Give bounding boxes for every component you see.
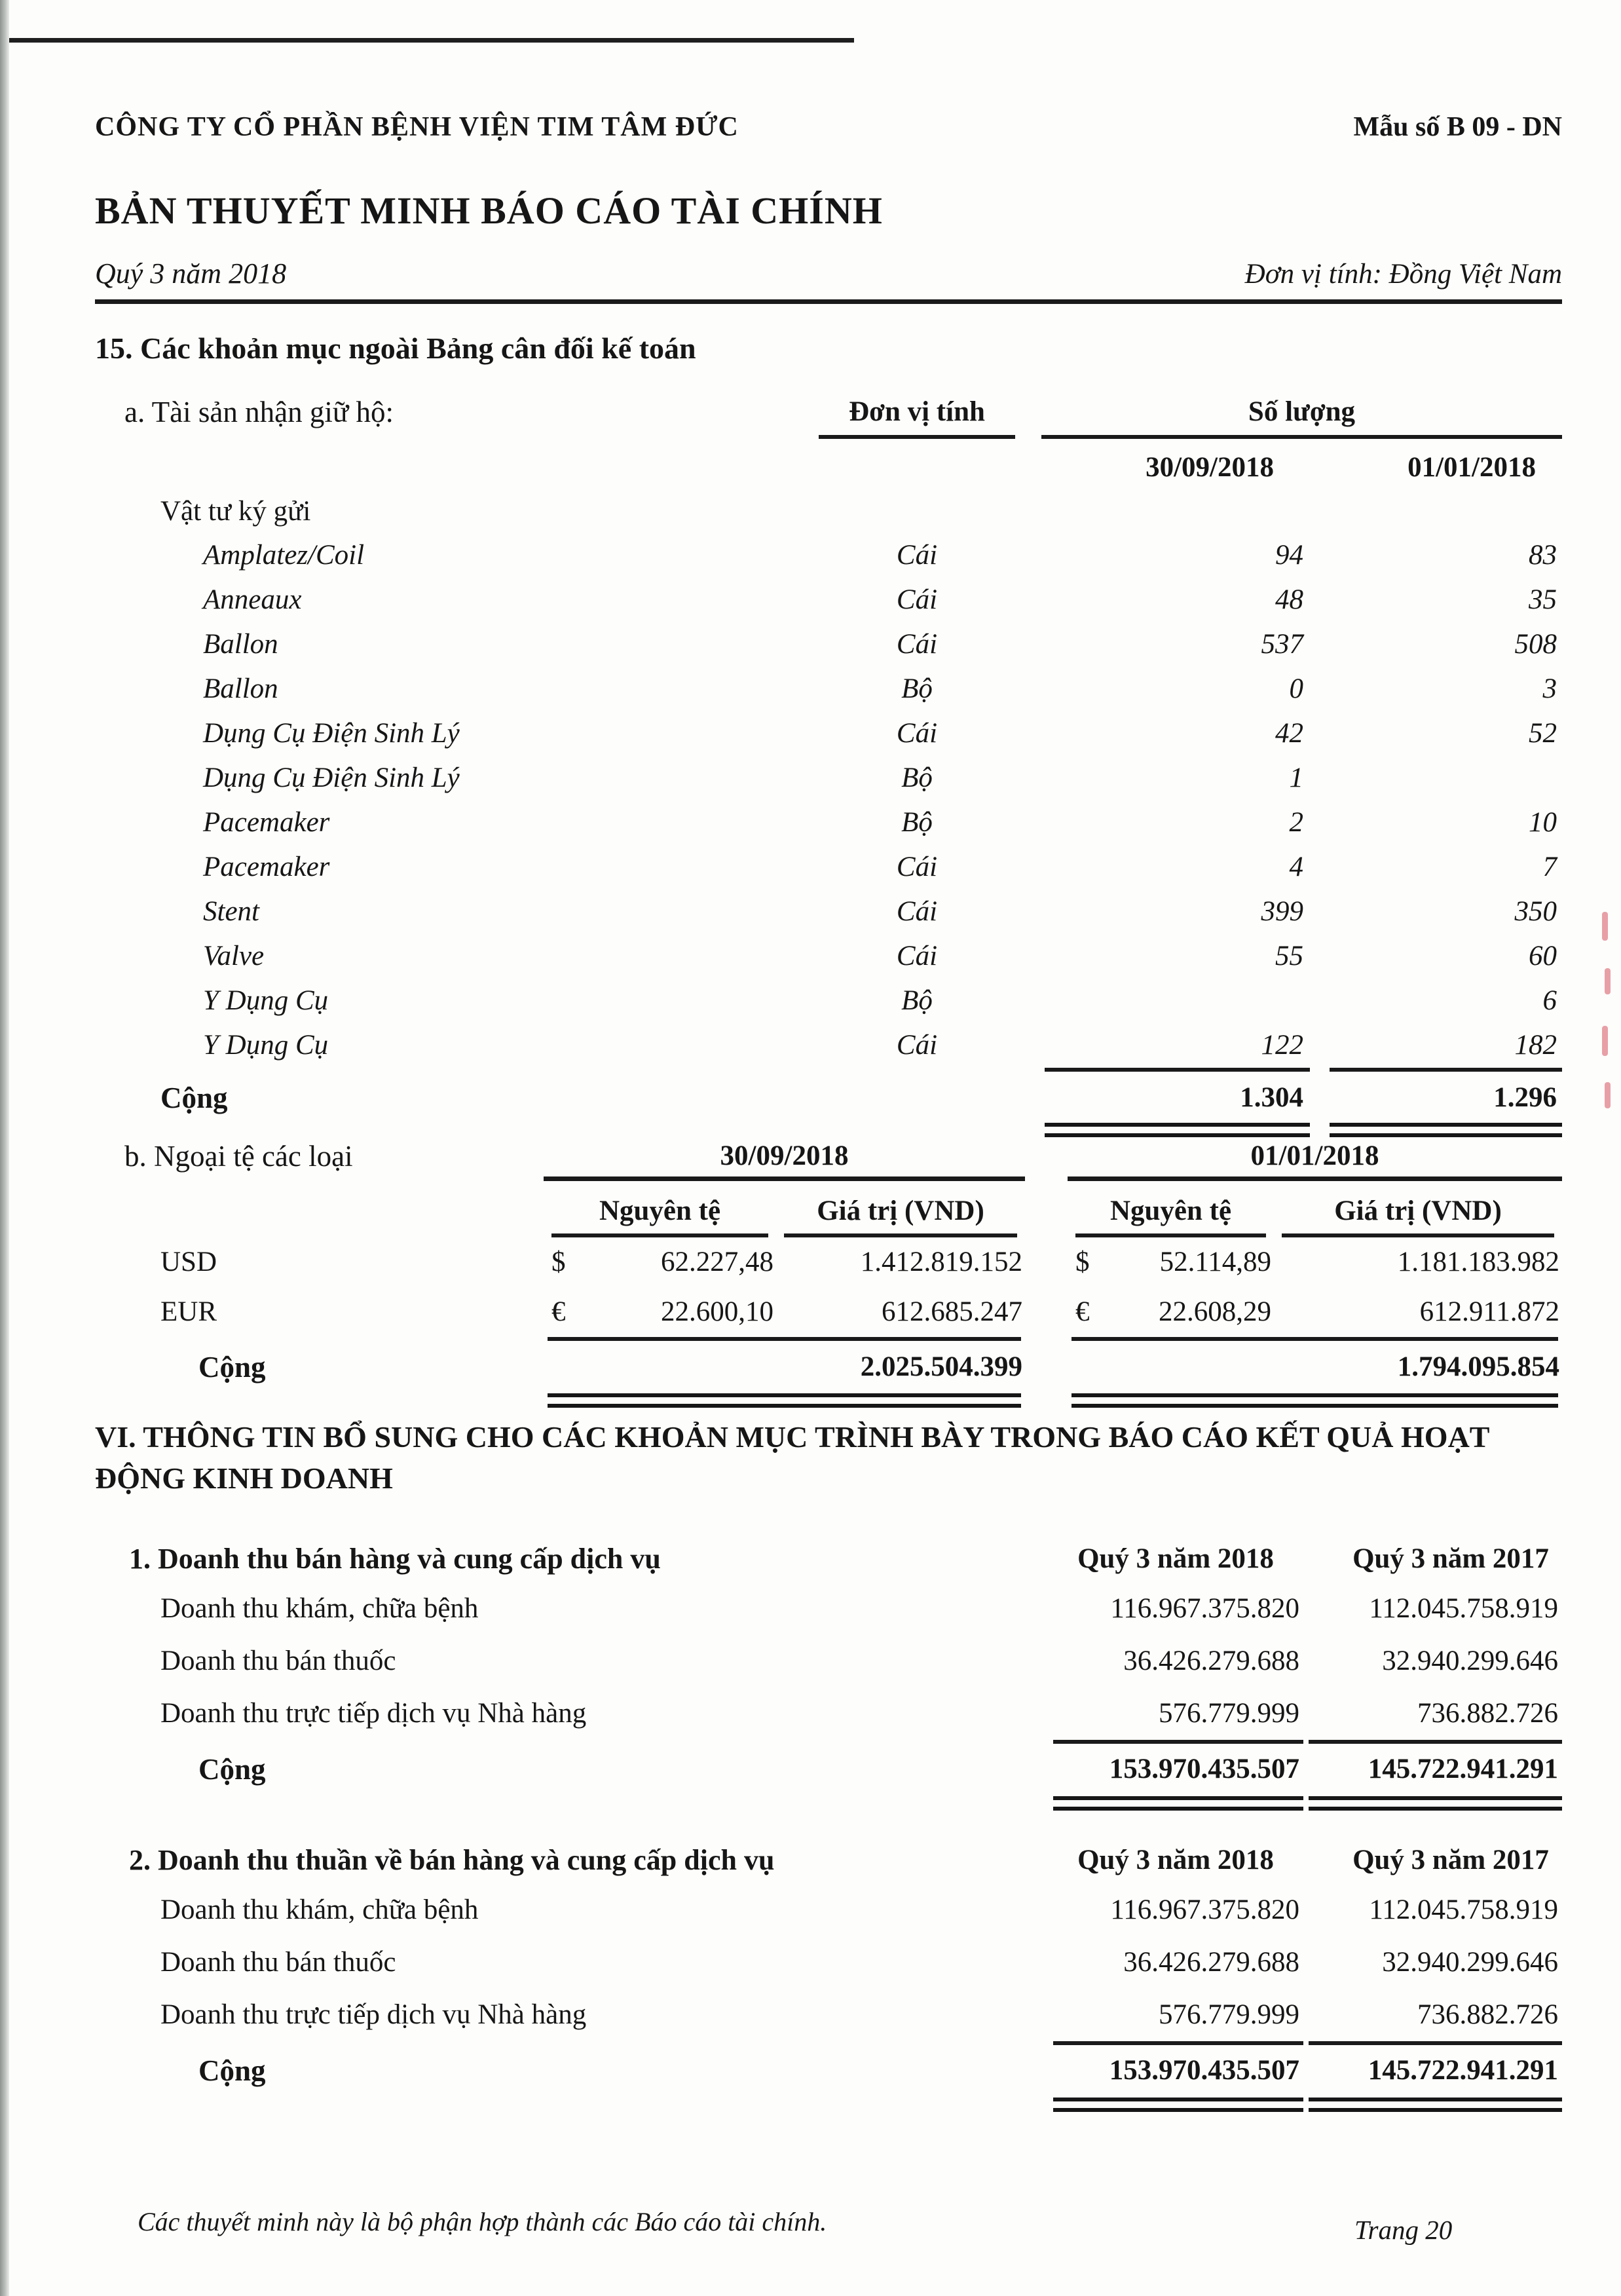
revenue-current: 116.967.375.820 <box>1110 1593 1299 1624</box>
revenue-prior: 736.882.726 <box>1417 1698 1558 1729</box>
double-rule <box>548 1393 1021 1408</box>
document-title: BẢN THUYẾT MINH BÁO CÁO TÀI CHÍNH <box>95 189 883 232</box>
asset-qty-prior: 182 <box>1514 1030 1557 1061</box>
asset-qty-current: 537 <box>1261 629 1303 660</box>
table1-heading: 1. Doanh thu bán hàng và cung cấp dịch vụ <box>129 1543 661 1575</box>
asset-qty-current: 55 <box>1275 941 1303 971</box>
double-rule <box>1045 1123 1310 1137</box>
asset-qty-prior: 6 <box>1542 985 1557 1016</box>
col-header-q3-2018: Quý 3 năm 2018 <box>1077 1845 1274 1875</box>
page-number: Trang 20 <box>1354 2215 1453 2245</box>
scan-red-mark <box>1605 968 1611 994</box>
asset-qty-current: 94 <box>1275 540 1303 571</box>
vnd-amount-current: 1.412.819.152 <box>860 1247 1022 1277</box>
total-rule <box>1309 1740 1562 1749</box>
currency-unit-note: Đơn vị tính: Đồng Việt Nam <box>1244 259 1562 290</box>
footer-note: Các thuyết minh này là bộ phận hợp thành các Báo cáo tài chính. <box>138 2207 827 2236</box>
asset-name: Valve <box>203 941 265 971</box>
total-label: Cộng <box>198 1351 266 1383</box>
period-row <box>95 257 1562 304</box>
total-rule <box>1053 1740 1303 1749</box>
asset-unit: Cái <box>896 852 938 882</box>
double-rule <box>1053 1796 1303 1811</box>
original-amount-current: 22.600,10 <box>661 1296 773 1327</box>
revenue-prior: 112.045.758.919 <box>1369 1593 1558 1624</box>
currency-code: USD <box>160 1247 217 1277</box>
asset-qty-current: 399 <box>1261 896 1303 927</box>
asset-qty-prior: 10 <box>1529 807 1557 838</box>
asset-name: Pacemaker <box>203 852 330 882</box>
original-amount-prior: 22.608,29 <box>1159 1296 1271 1327</box>
asset-qty-current: 48 <box>1275 584 1303 615</box>
asset-unit: Cái <box>896 718 938 749</box>
asset-unit: Bộ <box>901 985 933 1016</box>
total-rule <box>1309 2041 1562 2050</box>
period-label: Quý 3 năm 2018 <box>95 257 287 290</box>
total-label: Cộng <box>198 1753 266 1786</box>
scan-edge-artifact <box>0 0 9 2296</box>
asset-name: Y Dụng Cụ <box>203 1030 329 1061</box>
asset-qty-prior: 60 <box>1529 941 1557 971</box>
asset-qty-prior: 52 <box>1529 718 1557 749</box>
scan-top-line-artifact <box>9 38 854 43</box>
revenue-item: Doanh thu khám, chữa bệnh <box>160 1593 479 1624</box>
asset-name: Amplatez/Coil <box>203 540 365 571</box>
asset-qty-current: 122 <box>1261 1030 1303 1061</box>
revenue-item: Doanh thu khám, chữa bệnh <box>160 1894 479 1925</box>
asset-unit: Cái <box>896 896 938 927</box>
asset-qty-prior: 83 <box>1529 540 1557 571</box>
foreign-currency-table <box>95 1140 1562 1408</box>
assets-held-table <box>95 393 1562 1137</box>
asset-name: Dụng Cụ Điện Sinh Lý <box>203 718 460 749</box>
col-header-vnd-value-2: Giá trị (VND) <box>1282 1181 1554 1237</box>
revenue-current: 36.426.279.688 <box>1123 1947 1299 1978</box>
asset-unit: Cái <box>896 540 938 571</box>
currency-symbol: $ <box>551 1247 566 1277</box>
asset-qty-prior: 3 <box>1542 673 1557 704</box>
revenue-prior: 112.045.758.919 <box>1369 1894 1558 1925</box>
group-label: Vật tư ký gửi <box>160 496 311 527</box>
revenue-table-2 <box>95 1841 1562 2112</box>
asset-qty-current: 42 <box>1275 718 1303 749</box>
revenue-current: 576.779.999 <box>1159 1999 1299 2030</box>
asset-name: Ballon <box>203 629 278 660</box>
total-qty-current: 1.304 <box>1240 1082 1303 1113</box>
form-number: Mẫu số B 09 - DN <box>1353 112 1562 142</box>
revenue-item: Doanh thu trực tiếp dịch vụ Nhà hàng <box>160 1999 587 2030</box>
revenue-current: 576.779.999 <box>1159 1698 1299 1729</box>
total-rule <box>548 1337 1021 1346</box>
vnd-amount-current: 612.685.247 <box>882 1296 1022 1327</box>
asset-unit: Bộ <box>901 762 933 793</box>
revenue-current: 36.426.279.688 <box>1123 1646 1299 1676</box>
asset-qty-current: 0 <box>1289 673 1303 704</box>
col-header-date1: 30/09/2018 <box>1146 452 1274 483</box>
asset-qty-current: 1 <box>1289 762 1303 793</box>
currency-date2-header: 01/01/2018 <box>1068 1140 1562 1181</box>
revenue-current: 116.967.375.820 <box>1110 1894 1299 1925</box>
section15-heading: 15. Các khoản mục ngoài Bảng cân đối kế toán <box>95 331 696 365</box>
asset-qty-prior: 508 <box>1514 629 1557 660</box>
asset-qty-current <box>1015 979 1310 1023</box>
asset-qty-prior: 350 <box>1514 896 1557 927</box>
total-vnd-prior: 1.794.095.854 <box>1397 1351 1559 1382</box>
double-rule <box>1330 1123 1562 1137</box>
col-header-quantity: Số lượng <box>1041 393 1562 439</box>
double-rule <box>1071 1393 1558 1408</box>
total-current: 153.970.435.507 <box>1109 2055 1299 2086</box>
currency-code: EUR <box>160 1296 217 1327</box>
col-header-unit: Đơn vị tính <box>819 393 1015 439</box>
asset-name: Dụng Cụ Điện Sinh Lý <box>203 762 460 793</box>
asset-unit: Cái <box>896 941 938 971</box>
double-rule <box>1309 2098 1562 2112</box>
col-header-q3-2017: Quý 3 năm 2017 <box>1352 1845 1549 1875</box>
revenue-prior: 32.940.299.646 <box>1382 1947 1558 1978</box>
total-label: Cộng <box>198 2054 266 2087</box>
scan-red-mark <box>1602 912 1608 941</box>
revenue-item: Doanh thu bán thuốc <box>160 1947 396 1978</box>
currency-date1-header: 30/09/2018 <box>544 1140 1025 1181</box>
revenue-item: Doanh thu trực tiếp dịch vụ Nhà hàng <box>160 1698 587 1729</box>
revenue-prior: 736.882.726 <box>1417 1999 1558 2030</box>
asset-qty-current: 2 <box>1289 807 1303 838</box>
asset-name: Y Dụng Cụ <box>203 985 329 1016</box>
sub-b-label: b. Ngoại tệ các loại <box>124 1140 353 1173</box>
revenue-table-1 <box>95 1539 1562 1811</box>
sub-a-label: a. Tài sản nhận giữ hộ: <box>124 396 394 428</box>
asset-qty-prior <box>1310 756 1562 800</box>
company-name: CÔNG TY CỔ PHẦN BỆNH VIỆN TIM TÂM ĐỨC <box>95 112 739 142</box>
asset-unit: Bộ <box>901 807 933 838</box>
total-label: Cộng <box>160 1082 228 1114</box>
revenue-prior: 32.940.299.646 <box>1382 1646 1558 1676</box>
original-amount-prior: 52.114,89 <box>1159 1247 1271 1277</box>
double-rule <box>1053 2098 1303 2112</box>
scan-red-mark <box>1602 1026 1608 1056</box>
asset-unit: Cái <box>896 584 938 615</box>
vnd-amount-prior: 612.911.872 <box>1419 1296 1559 1327</box>
total-rule <box>1330 1068 1562 1078</box>
col-header-original-currency-2: Nguyên tệ <box>1075 1181 1266 1237</box>
asset-name: Ballon <box>203 673 278 704</box>
asset-qty-prior: 35 <box>1529 584 1557 615</box>
asset-unit: Cái <box>896 1030 938 1061</box>
total-rule <box>1053 2041 1303 2050</box>
total-rule <box>1071 1337 1558 1346</box>
total-prior: 145.722.941.291 <box>1368 2055 1558 2086</box>
total-prior: 145.722.941.291 <box>1368 1754 1558 1784</box>
asset-name: Stent <box>203 896 259 927</box>
col-header-q3-2018: Quý 3 năm 2018 <box>1077 1543 1274 1574</box>
total-vnd-current: 2.025.504.399 <box>860 1351 1022 1382</box>
table2-heading: 2. Doanh thu thuần về bán hàng và cung cấp dịch vụ <box>129 1844 775 1876</box>
document-header <box>95 111 1562 143</box>
asset-name: Pacemaker <box>203 807 330 838</box>
vnd-amount-prior: 1.181.183.982 <box>1397 1247 1559 1277</box>
currency-symbol: € <box>1075 1296 1090 1327</box>
double-rule <box>1309 1796 1562 1811</box>
currency-symbol: € <box>551 1296 566 1327</box>
asset-unit: Bộ <box>901 673 933 704</box>
total-qty-prior: 1.296 <box>1493 1082 1557 1113</box>
currency-symbol: $ <box>1075 1247 1090 1277</box>
asset-qty-prior: 7 <box>1542 852 1557 882</box>
col-header-original-currency-1: Nguyên tệ <box>551 1181 768 1237</box>
col-header-q3-2017: Quý 3 năm 2017 <box>1352 1543 1549 1574</box>
col-header-vnd-value-1: Giá trị (VND) <box>784 1181 1017 1237</box>
total-rule <box>1045 1068 1310 1078</box>
revenue-item: Doanh thu bán thuốc <box>160 1646 396 1676</box>
original-amount-current: 62.227,48 <box>661 1247 773 1277</box>
col-header-date2: 01/01/2018 <box>1407 452 1536 483</box>
scan-red-mark <box>1605 1082 1611 1108</box>
asset-qty-current: 4 <box>1289 852 1303 882</box>
asset-name: Anneaux <box>203 584 302 615</box>
total-current: 153.970.435.507 <box>1109 1754 1299 1784</box>
sectionVI-heading: VI. THÔNG TIN BỔ SUNG CHO CÁC KHOẢN MỤC TRÌNH BÀY TRONG BÁO CÁO KẾT QUẢ HOẠT ĐỘNG KINH DOANH <box>95 1420 1489 1495</box>
asset-unit: Cái <box>896 629 938 660</box>
